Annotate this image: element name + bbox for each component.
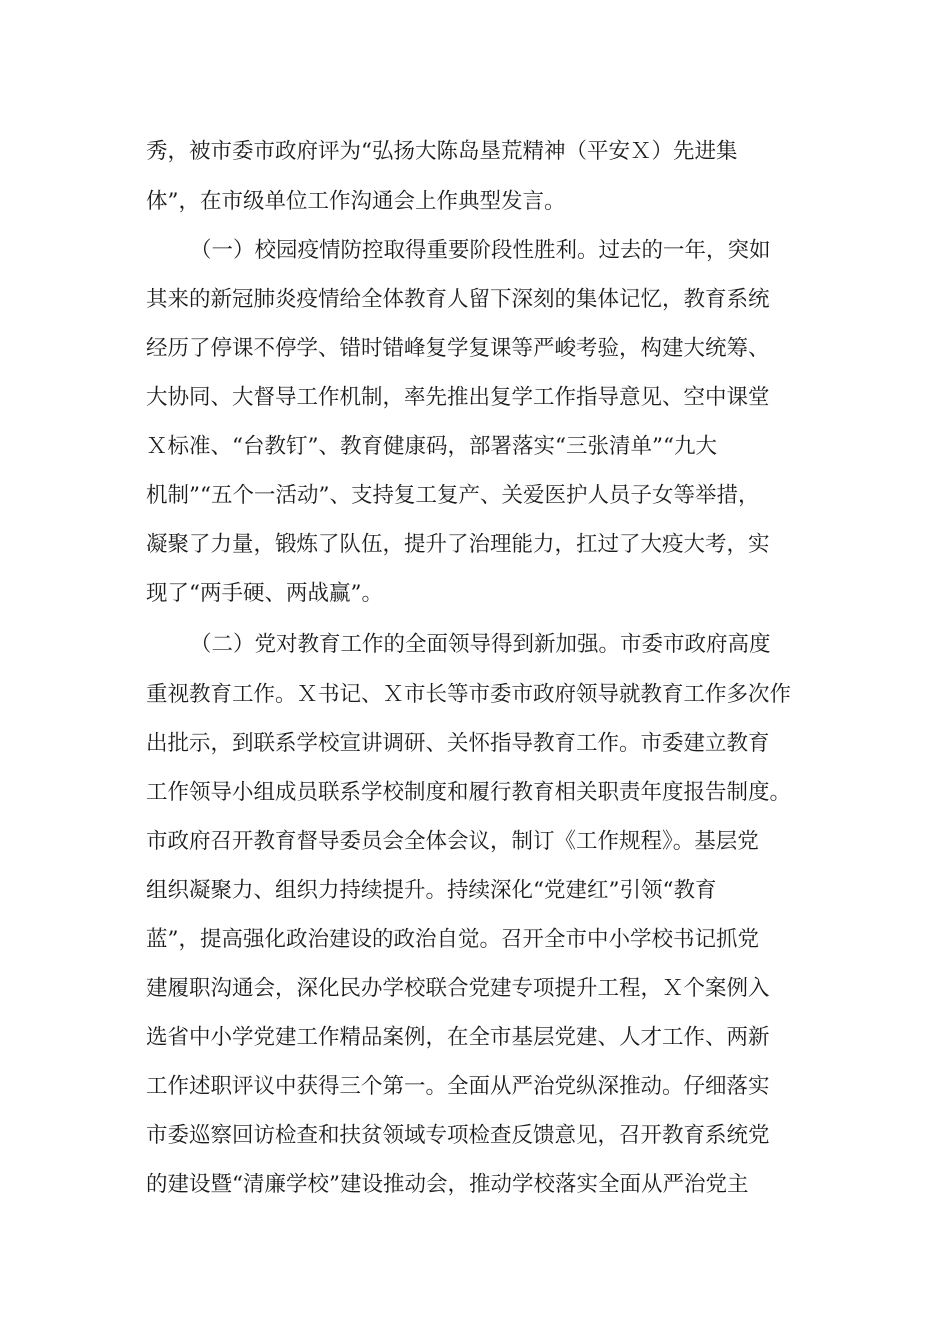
body-text-line: 其来的新冠肺炎疫情给全体教育人留下深刻的集体记忆，教育系统 — [146, 287, 770, 312]
body-text-line: 选省中小学党建工作精品案例，在全市基层党建、人才工作、两新 — [146, 1025, 770, 1050]
body-text-line: Ｘ标准、“台教钉”、教育健康码，部署落实“三张清单”“九大 — [146, 434, 717, 459]
body-text-line: 现了“两手硬、两战赢”。 — [146, 581, 383, 606]
body-text-line: 市政府召开教育督导委员会全体会议，制订《工作规程》。基层党 — [146, 829, 759, 854]
body-text-line: 蓝”，提高强化政治建设的政治自觉。召开全市中小学校书记抓党 — [146, 927, 759, 952]
body-text-line: 组织凝聚力、组织力持续提升。持续深化“党建红”引领“教育 — [146, 878, 717, 903]
body-text-line: 重视教育工作。Ｘ书记、Ｘ市长等市委市政府领导就教育工作多次作 — [146, 682, 792, 707]
body-text-line: 工作领导小组成员联系学校制度和履行教育相关职责年度报告制度。 — [146, 780, 792, 805]
body-text-line: 市委巡察回访检查和扶贫领域专项检查反馈意见，召开教育系统党 — [146, 1123, 770, 1148]
body-text-line: 机制”“五个一活动”、支持复工复产、关爱医护人员子女等举措， — [146, 483, 760, 508]
body-text-line: 秀，被市委市政府评为“弘扬大陈岛垦荒精神（平安Ｘ）先进集 — [146, 139, 738, 164]
body-text-line: 体”，在市级单位工作沟通会上作典型发言。 — [146, 189, 566, 214]
paragraph-heading-line: （二）党对教育工作的全面领导得到新加强。市委市政府高度 — [190, 632, 771, 657]
body-text-line: 的建设暨“清廉学校”建设推动会，推动学校落实全面从严治党主 — [146, 1172, 749, 1197]
paragraph-heading-line: （一）校园疫情防控取得重要阶段性胜利。过去的一年，突如 — [190, 238, 771, 263]
body-text-line: 出批示，到联系学校宣讲调研、关怀指导教育工作。市委建立教育 — [146, 731, 770, 756]
body-text-line: 建履职沟通会，深化民办学校联合党建专项提升工程，Ｘ个案例入 — [146, 976, 770, 1001]
body-text-line: 工作述职评议中获得三个第一。全面从严治党纵深推动。仔细落实 — [146, 1074, 770, 1099]
body-text-line: 凝聚了力量，锻炼了队伍，提升了治理能力，扛过了大疫大考，实 — [146, 532, 770, 557]
body-text-line: 大协同、大督导工作机制，率先推出复学工作指导意见、空中课堂 — [146, 385, 770, 410]
body-text-line: 经历了停课不停学、错时错峰复学复课等严峻考验，构建大统筹、 — [146, 336, 770, 361]
